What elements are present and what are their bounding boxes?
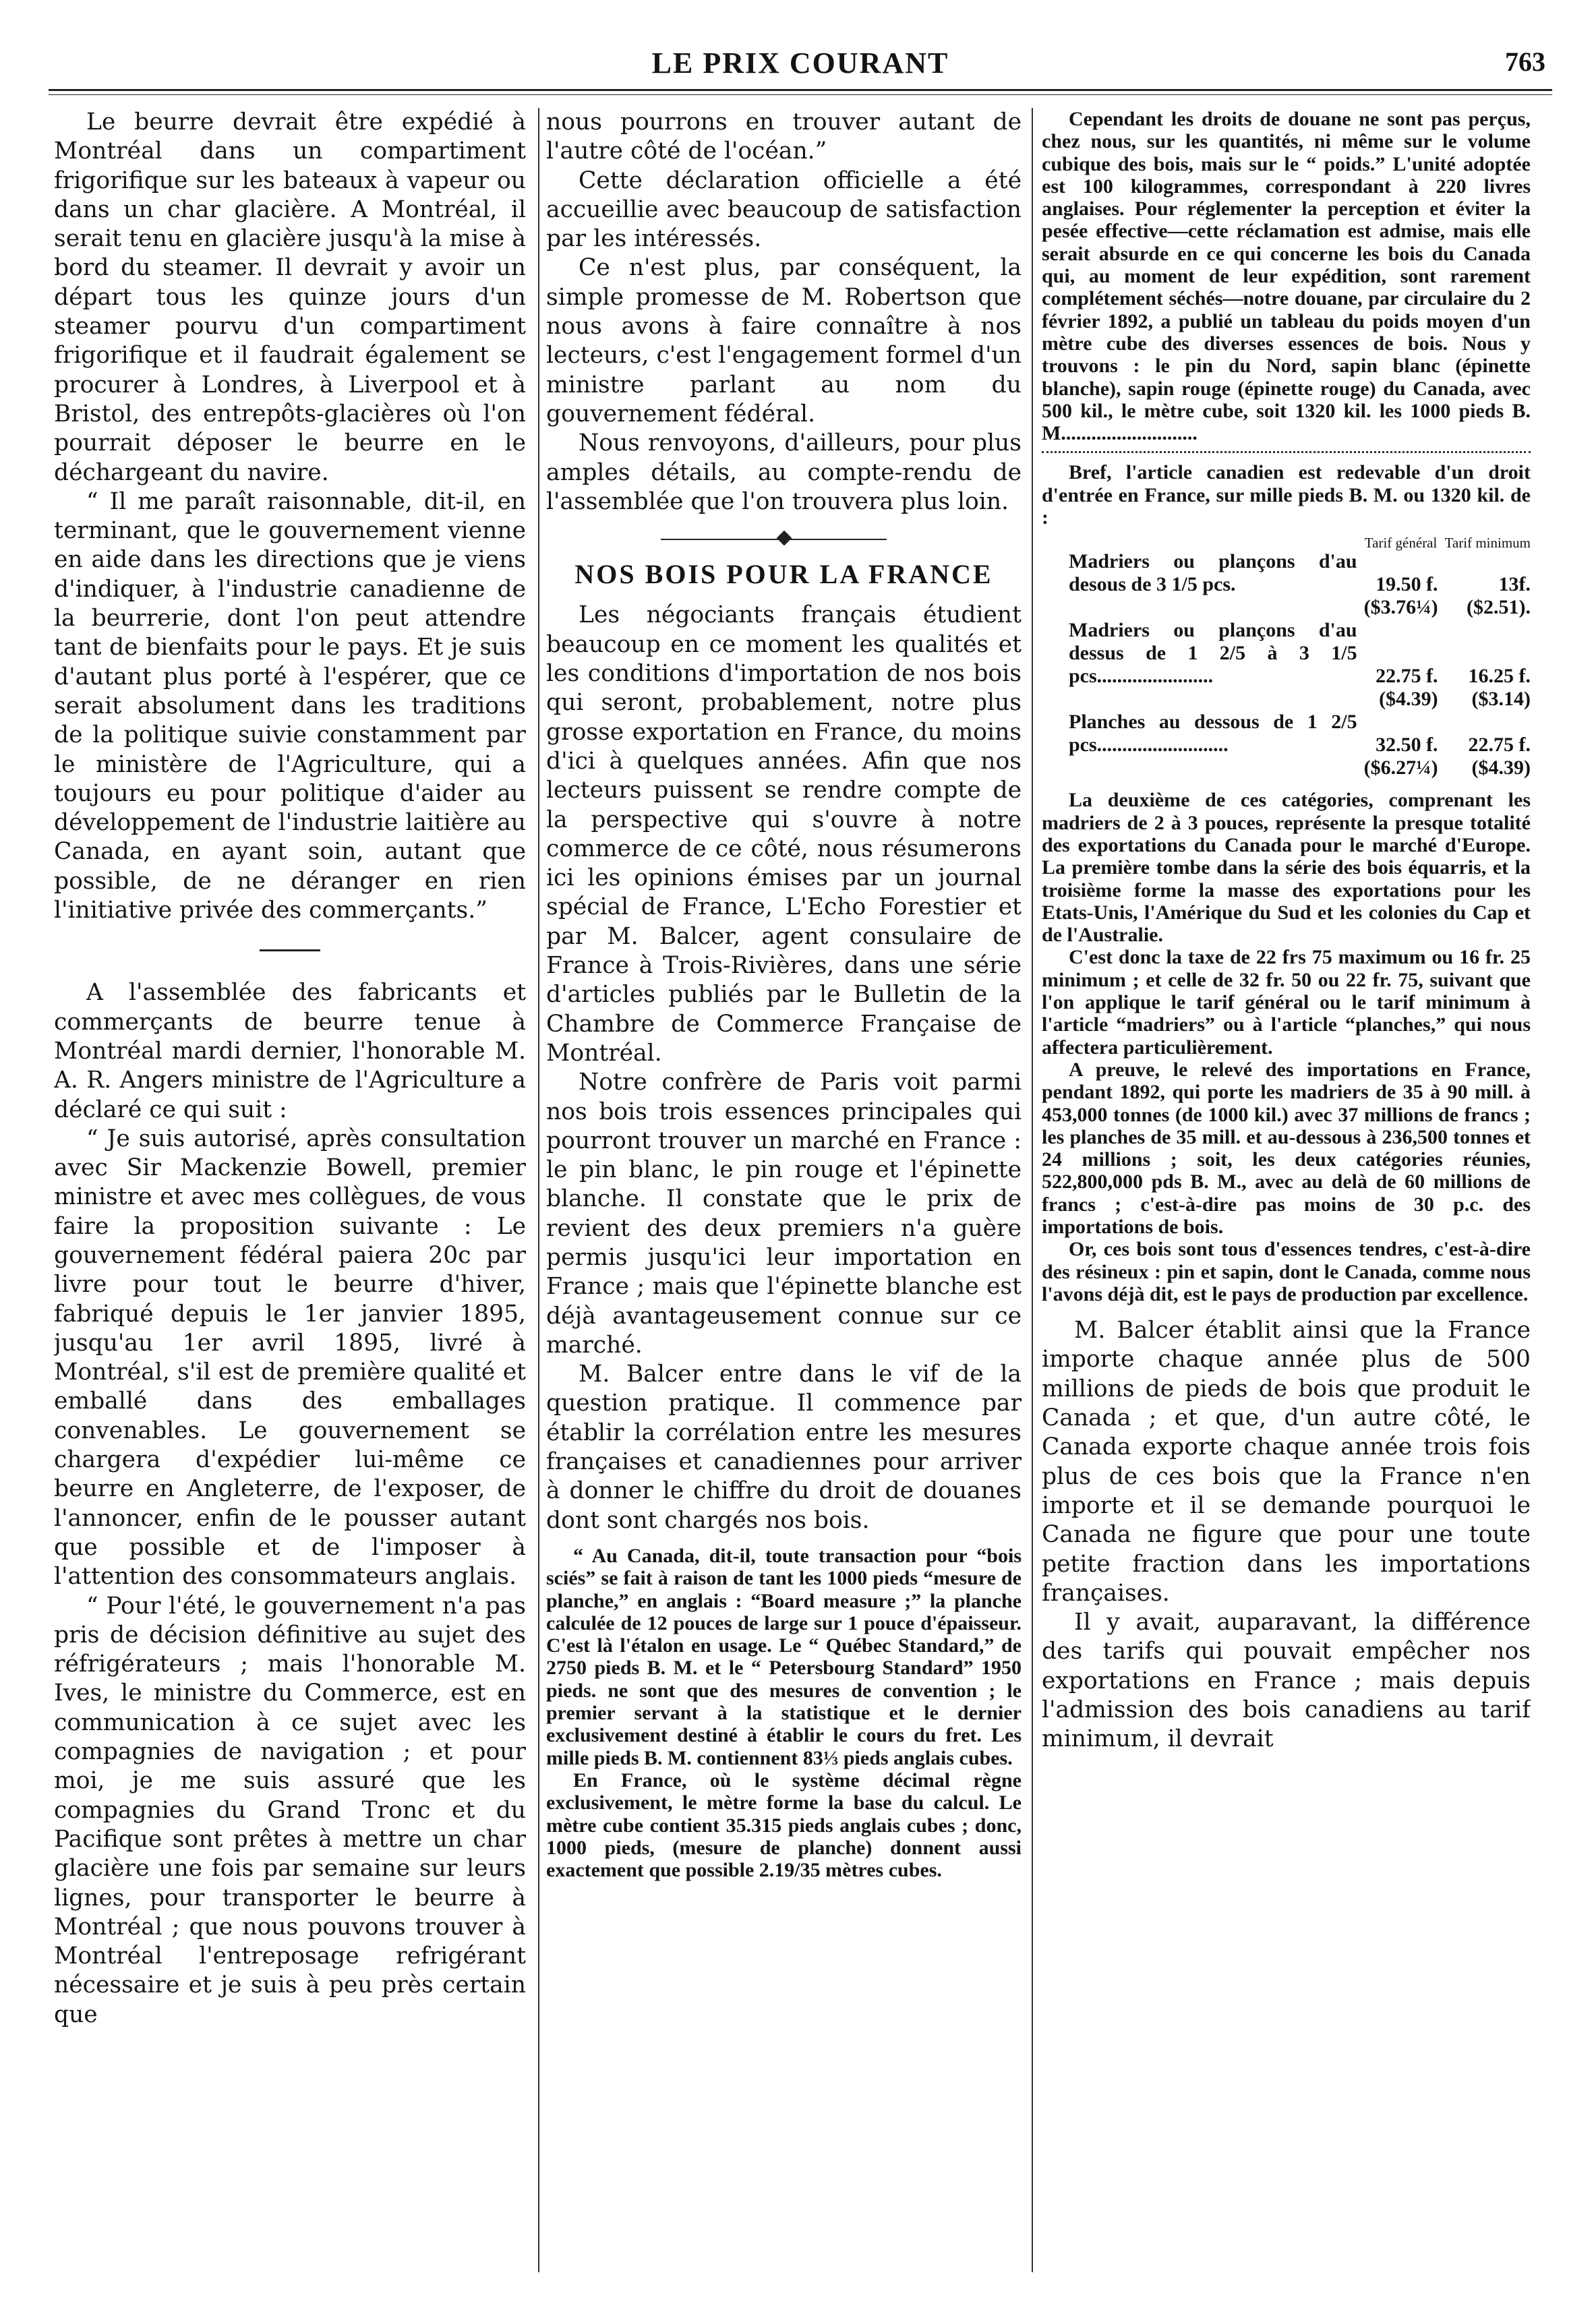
- col2-quoted-block: [546, 1545, 1022, 1881]
- tariff-header-row: [1042, 535, 1531, 550]
- tariff-table: [1042, 535, 1531, 779]
- col1-paragraph-1: Le beurre devrait être expédié à Montréal dans un compartiment frigorifique sur les bateaux à vapeur ou dans un char glacière. A Montréal, il serait tenu en glacière jusqu'à la mise à bord du steamer. Il devrait y avoir un départ tous les quinze jours d'un steamer pourvu d'un compartiment frigorifique et il faudrait également se procurer à Londres, à Liverpool et à Bristol, des entrepôts-glacières où l'on pourrait déposer le beurre en le déchargeant du navire.: [54, 109, 526, 486]
- col2-paragraph-4: Nous renvoyons, d'ailleurs, pour plus amples détails, au compte-rendu de l'assemblée que l'on trouvera plus loin.: [546, 430, 1022, 515]
- tariff-col-general: Tarif général: [1364, 535, 1438, 552]
- col1-paragraph-5: “ Pour l'été, le gouvernement n'a pas pris de décision définitive au sujet des réfrigérateurs ; mais l'honorable M. Ives, le ministre du Commerce, est en communication à ce sujet avec les compagnies de navigation ; et pour moi, je me suis assuré que les compagnies du Grand Tronc et du Pacifique sont prêtes à mettre un char glacière une fois par semaine sur leurs lignes, pour transporter le beurre à Montréal ; que nous pouvons trouver à Montréal l'entreposage refrigérant nécessaire et je suis à peu près certain que: [54, 1592, 526, 2028]
- col3-quoted-block: [1042, 108, 1531, 1305]
- col2-small-paragraph-2: En France, où le système décimal règne exclusivement, le mètre forme la base du calcul. Le mètre cube contient 35.315 pieds anglais cubes ; donc, 1000 pieds, (mesure de planche) donnent aussi exactement que possible 2.19/35 mètres cubes.: [546, 1769, 1022, 1882]
- col3-small-paragraph-3: La deuxième de ces catégories, comprenant les madriers de 2 à 3 pouces, représente la presque totalité des exportations du Canada pour le marché d'Europe. La première tombe dans la série des bois équarris, et la troisième forme la masse des exportations pour les Etats-Unis, l'Amérique du Sud et les colonies du Cap et de l'Australie.: [1042, 789, 1531, 947]
- col3-paragraph-1: M. Balcer établit ainsi que la France importe chaque année plus de 500 millions de pieds de bois que produit le Canada ; et que, d'un autre côté, le Canada exporte chaque année trois fois plus de ces bois que la France n'en importe et il se demande pourquoi le Canada ne figure que pour une toute petite fraction dans les importations françaises.: [1042, 1317, 1531, 1607]
- tariff-minimum-value: 13f.: [1498, 573, 1531, 596]
- tariff-minimum-usd: ($4.39): [1471, 757, 1531, 779]
- tariff-general-usd: ($6.27¼): [1363, 757, 1438, 779]
- article-heading: NOS BOIS POUR LA FRANCE: [574, 559, 993, 590]
- tariff-row-label: Madriers ou plançons d'au desous de 3 1/5 pcs.: [1069, 550, 1357, 596]
- page-number: 763: [1505, 47, 1545, 77]
- col2-small-paragraph-1: “ Au Canada, dit-il, toute transaction pour “bois sciés” se fait à raison de tant les 1000 pieds “mesure de planche,” en anglais : “Board measure ;” la planche calculée de 12 pouces de large sur 1 pouce d'épaisseur. C'est là l'étalon en usage. Le “ Québec Standard,” de 2750 pieds B. M. et le “ Petersbourg Standard” 1950 pieds. ne sont que des mesures de convention ; le premier servant à la statistique et le dernier exclusivement destiné à établir le cours du fret. Les mille pieds B. M. contiennent 83⅓ pieds anglais cubes.: [546, 1544, 1022, 1769]
- column-2: [546, 108, 1022, 2279]
- section-separator: [260, 949, 320, 951]
- col2-paragraph-3: Ce n'est plus, par conséquent, la simple promesse de M. Robertson que nous avons à faire connaître à nos lecteurs, c'est l'engagement formel d'un ministre parlant au nom du gouvernement fédéral.: [546, 254, 1022, 427]
- col3-small-paragraph-4: C'est donc la taxe de 22 frs 75 maximum ou 16 fr. 25 minimum ; et celle de 32 fr. 50 ou 22 fr. 75, suivant que l'on applique le tarif général ou le tarif minimum à l'article “madriers” ou à l'article “planches,” qui nous affectera particulièrement.: [1042, 946, 1531, 1059]
- header-rule-thin: [49, 94, 1552, 95]
- col3-small-paragraph-5: A preuve, le relevé des importations en France, pendant 1892, qui porte les madriers de 35 à 90 mill. à 453,000 tonnes (de 1000 kil.) avec 37 millions de francs ; les planches de 35 mill. et au-dessous à 236,500 tonnes et 24 millions ; soit, les deux catégories réunies, 522,800,000 pds B. M., avec au delà de 60 millions de francs ; c'est-à-dire pas moins de 30 p.c. des importations de bois.: [1042, 1058, 1531, 1238]
- tariff-general-value: 22.75 f.: [1376, 665, 1438, 688]
- col3-small-paragraph-1: Cependant les droits de douane ne sont pas perçus, chez nous, sur les quantités, ni même sur le volume cubique des bois, mais sur le “ poids.” L'unité adoptée est 100 kilogrammes, correspondant à 220 livres anglaises. Pour réglementer la perception et éviter la pesée effective—cette réclamation est admise, mais elle serait absurde en ce qui concerne les bois du Canada qui, au moment de leur expédition, sont rarement complétement séchés—notre douane, par circulaire du 2 février 1892, a publié un tableau du poids moyen d'un mètre cube des diverses essences de bois. Nous y trouvons : le pin du Nord, sapin blanc (épinette blanche), sapin rouge (épinette rouge) du Canada, avec 500 kil., le mètre cube, soit 1320 kil. les 1000 pieds B. M...........................: [1042, 108, 1531, 445]
- tariff-row: [1042, 550, 1531, 596]
- tariff-minimum-usd: ($3.14): [1471, 688, 1531, 711]
- col2-paragraph-2: Cette déclaration officielle a été accueillie avec beaucoup de satisfaction par les intéressés.: [546, 167, 1022, 253]
- tariff-row-label: Madriers ou plançons d'au dessus de 1 2/5 à 3 1/5 pcs.......................: [1069, 619, 1357, 688]
- column-divider-2: [1032, 108, 1033, 2272]
- tariff-general-usd: ($4.39): [1379, 688, 1438, 711]
- column-1: [54, 108, 526, 2279]
- col1-paragraph-4: “ Je suis autorisé, après consultation avec Sir Mackenzie Bowell, premier ministre et avec mes collègues, de vous faire la proposition suivante : Le gouvernement fédéral paiera 20c par livre pour tout le beurre d'hiver, fabriqué depuis le 1er janvier 1895, jusqu'au 1er avril 1895, livré à Montréal, s'il est de première qualité et emballé dans des emballages convenables. Le gouvernement se chargera d'expédier lui-même ce beurre en Angleterre, de l'exposer, de l'annoncer, enfin de le pousser autant que possible et de l'imposer à l'attention des consommateurs anglais.: [54, 1125, 526, 1591]
- ornamental-divider: [546, 526, 1022, 553]
- column-divider-1: [538, 108, 539, 2272]
- tariff-minimum-value: 22.75 f.: [1468, 734, 1531, 757]
- header-rule: [49, 89, 1552, 91]
- col3-small-paragraph-6: Or, ces bois sont tous d'essences tendres, c'est-à-dire des résineux : pin et sapin, dont le Canada, comme nous l'avons déjà dit, est le pays de production par excellence.: [1042, 1238, 1531, 1305]
- col2-paragraph-7: M. Balcer entre dans le vif de la question pratique. Il commence par établir la corrélation entre les mesures françaises et canadiennes pour arriver à donner le chiffre du droit de douanes dont sont chargés nos bois.: [546, 1361, 1022, 1534]
- tariff-row-label: Planches au dessous de 1 2/5 pcs..........................: [1069, 711, 1357, 757]
- column-3: [1042, 108, 1531, 2279]
- col3-small-paragraph-2: Bref, l'article canadien est redevable d'un droit d'entrée en France, sur mille pieds B. M. ou 1320 kil. de :: [1042, 461, 1531, 529]
- tariff-row-usd: [1042, 596, 1531, 619]
- tariff-col-minimum: Tarif minimum: [1444, 535, 1531, 552]
- col3-body-text: [1042, 1316, 1531, 1754]
- col2-paragraph-5: Les négociants français étudient beaucoup en ce moment les qualités et les conditions d'importation de nos bois qui seront, probablement, notre plus grosse exportation en France, du moins d'ici à quelques années. Afin que nos lecteurs puissent se rendre compte de la perspective qui s'ouvre à notre commerce de ce côté, nous résumerons ici les opinions émises par un journal spécial de France, L'Echo Forestier et par M. Balcer, agent consulaire de France à Trois-Rivières, dans une série d'articles publiés par le Bulletin de la Chambre de Commerce Française de Montréal.: [546, 601, 1022, 1067]
- col1-paragraph-3: A l'assemblée des fabricants et commerçants de beurre tenue à Montréal mardi dernier, l'honorable M. A. R. Angers ministre de l'Agriculture a déclaré ce qui suit :: [54, 979, 526, 1123]
- tariff-general-usd: ($3.76¼): [1363, 596, 1438, 619]
- dotted-rule: [1042, 451, 1531, 453]
- tariff-row: [1042, 711, 1531, 757]
- col1-paragraph-2: “ Il me paraît raisonnable, dit-il, en terminant, que le gouvernement vienne en aide dans les directions que je viens d'indiquer, à l'industrie canadienne de la beurrerie, dont l'on peut attendre tant de bienfaits pour le pays. Et je suis d'autant plus porté à l'espérer, que ce serait absolument dans les traditions de la politique suivie constamment par le ministère de l'Agriculture, qui a toujours eu pour politique d'aider au développement de l'industrie laitière au Canada, en ayant soin, autant que possible, de ne déranger en rien l'initiative privée des commerçants.”: [54, 487, 526, 924]
- page-header: [49, 40, 1552, 88]
- publication-title: LE PRIX COURANT: [651, 47, 949, 80]
- tariff-minimum-value: 16.25 f.: [1468, 665, 1531, 688]
- tariff-row-usd: [1042, 688, 1531, 711]
- tariff-general-value: 32.50 f.: [1376, 734, 1438, 757]
- col2-paragraph-1: nous pourrons en trouver autant de l'autre côté de l'océan.”: [546, 109, 1022, 165]
- tariff-minimum-usd: ($2.51).: [1467, 596, 1531, 619]
- col2-paragraph-6: Notre confrère de Paris voit parmi nos bois trois essences principales qui pourront trouver un marché en France : le pin blanc, le pin rouge et l'épinette blanche. Il constate que le prix de revient des deux premiers n'a guère permis jusqu'ici leur importation en France ; mais que l'épinette blanche est déjà avantageusement connue sur ce marché.: [546, 1069, 1022, 1359]
- tariff-row: [1042, 619, 1531, 688]
- tariff-general-value: 19.50 f.: [1376, 573, 1438, 596]
- col3-paragraph-2: Il y avait, auparavant, la différence des tarifs qui pouvait empêcher nos exportations en France ; mais depuis l'admission des bois canadiens au tarif minimum, il devrait: [1042, 1609, 1531, 1753]
- tariff-row-usd: [1042, 757, 1531, 779]
